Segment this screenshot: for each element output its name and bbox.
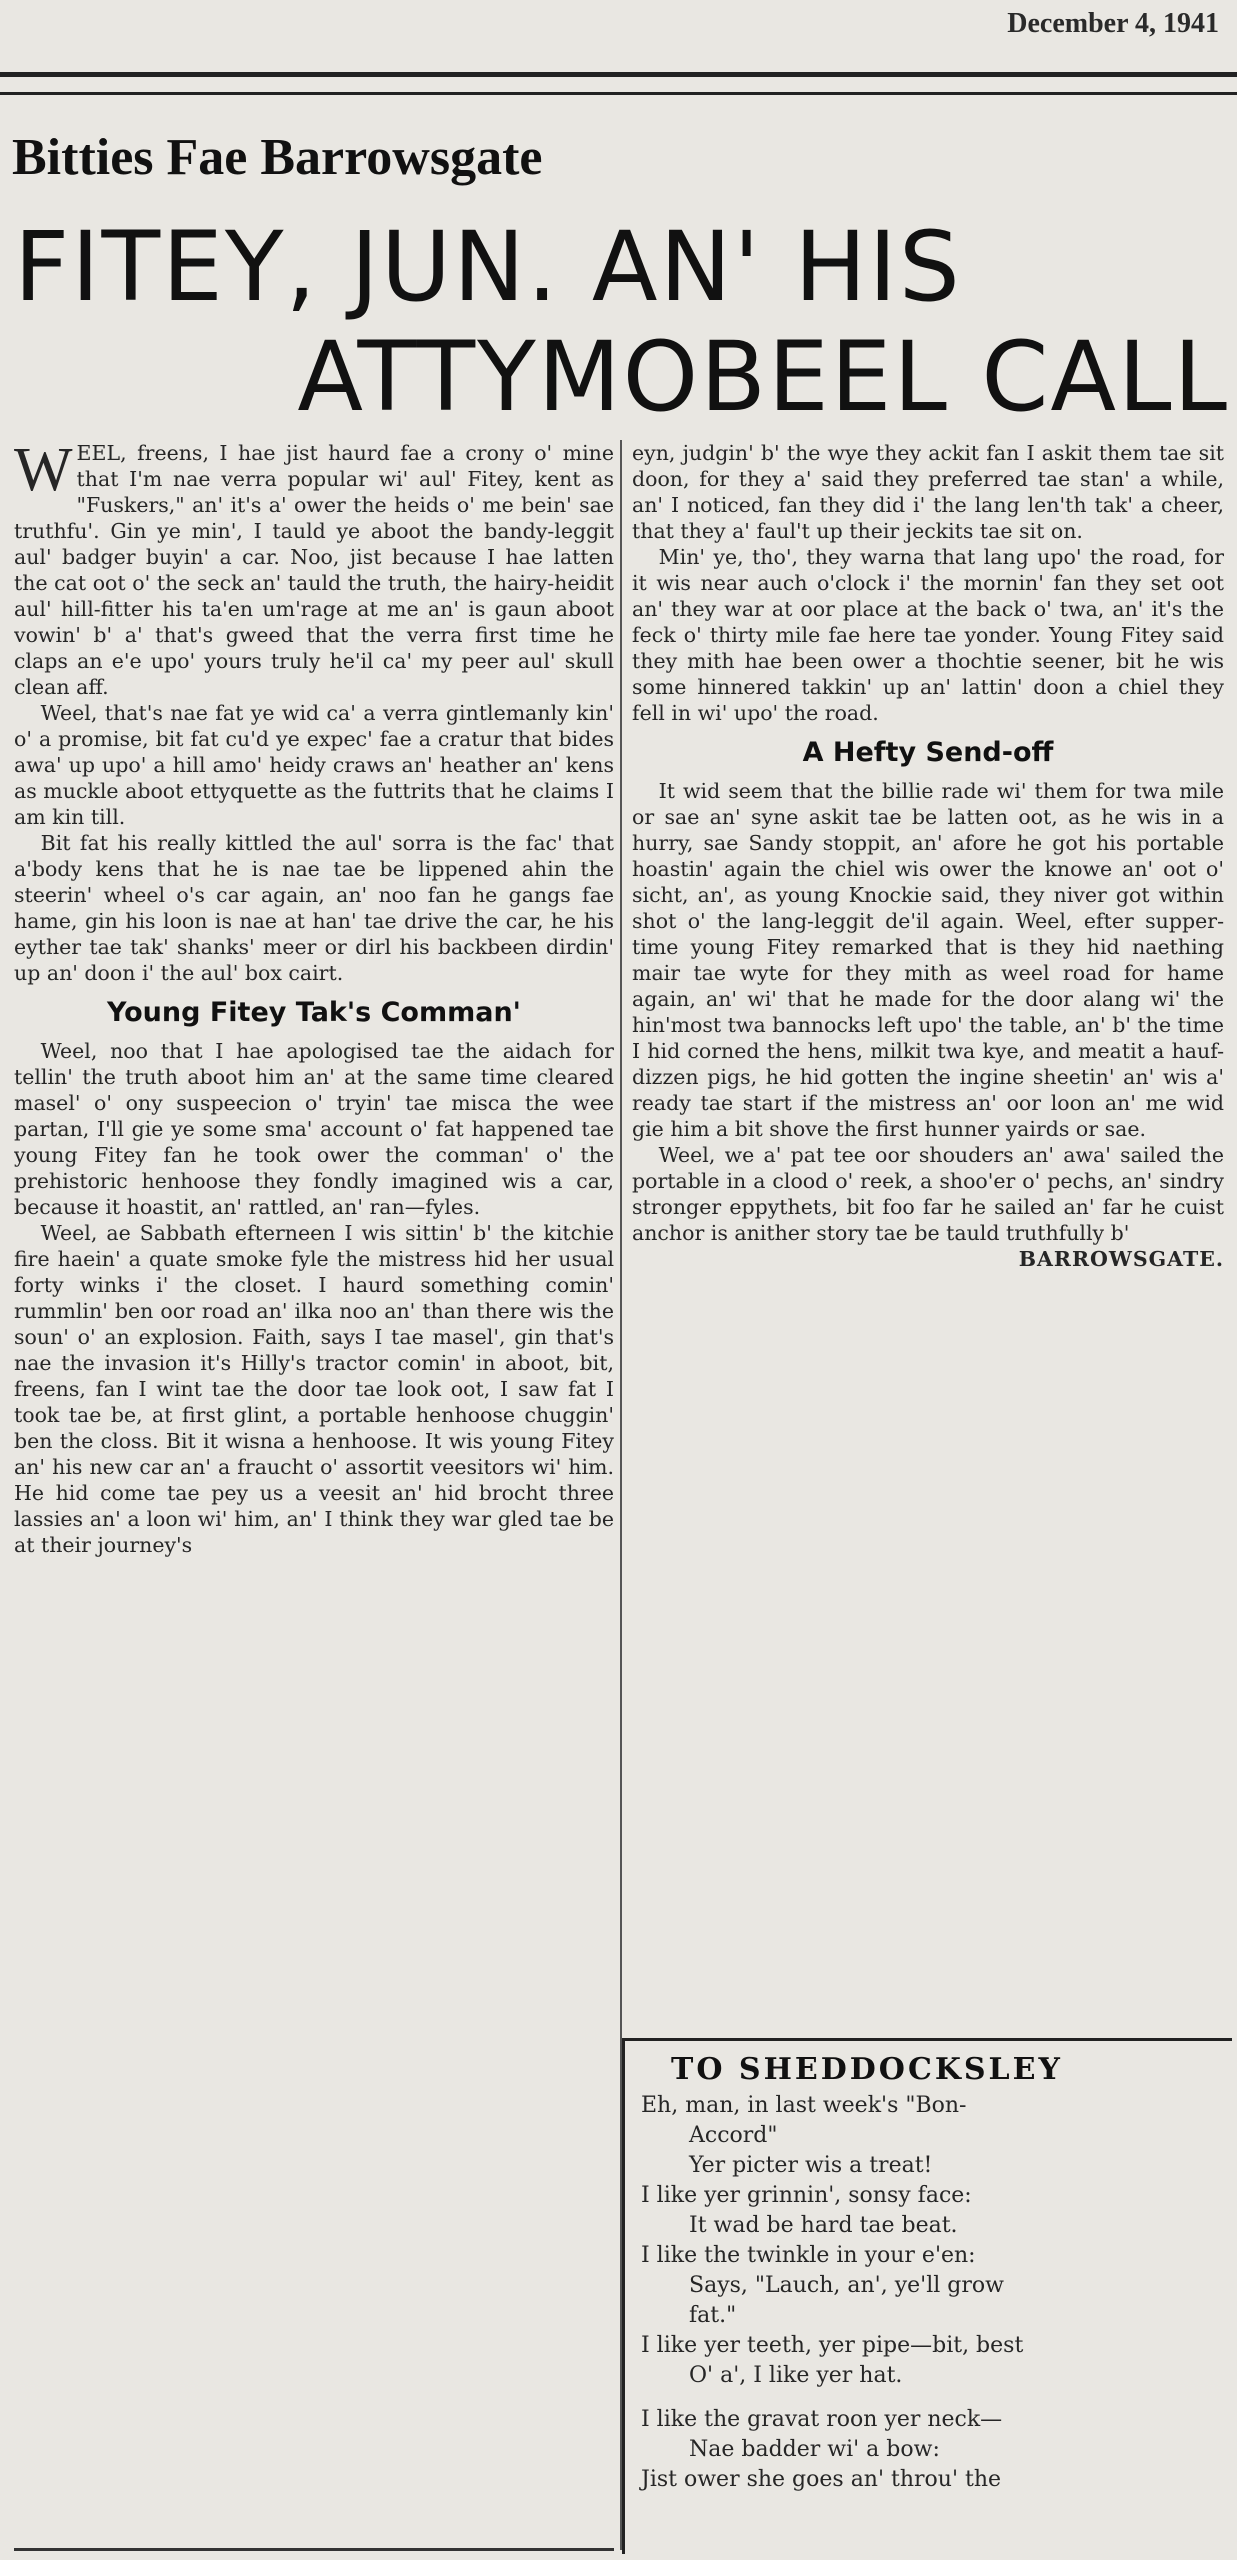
- poem-line: Eh, man, in last week's "Bon-: [641, 2093, 967, 2118]
- article-column-right: [632, 440, 1224, 2030]
- poem-line: Jist ower she goes an' throu' the: [641, 2467, 1002, 2492]
- poem-line: Nae badder wi' a bow:: [689, 2437, 940, 2462]
- poem-line: fat.": [689, 2303, 737, 2328]
- article-paragraph: Weel, noo that I hae apologised tae the aidach for tellin' the truth aboot him an' at the same time cleared masel' o' ony suspeecion o' tryin' tae misca the wee partan, I'll gie ye some sma' account o' fat happened tae young Fitey fan he took ower the comman' o' the prehistoric henhoose they fondly imagined wis a car, because it hoastit, an' rattled, an' ran—fyles.: [14, 1039, 614, 1219]
- article-paragraph: Bit fat his really kittled the aul' sorra is the fac' that a'body kens that he is nae tae be lippened ahin the steerin' wheel o's car again, an' noo fan he gangs fae hame, gin his loon is nae at han' tae drive the car, he his eyther tae tak' shanks' meer or dirl his backbeen dirdin' up an' doon i' the aul' box cairt.: [14, 831, 614, 985]
- article-column-left: [14, 440, 614, 2550]
- left-paragraphs: [14, 440, 614, 986]
- poem-line: Accord": [689, 2123, 778, 2148]
- poem-line: Says, "Lauch, an', ye'll grow: [689, 2273, 1004, 2298]
- article-paragraph: Weel, that's nae fat ye wid ca' a verra gintlemanly kin' o' a promise, bit fat cu'd ye expec' fae a cratur that bides awa' up upo' a hill amo' heidy craws an' heather an' kens as muckle aboot ettyquette as the futtrits that he claims I am kin till.: [14, 701, 614, 829]
- poem-line: I like yer teeth, yer pipe—bit, best: [641, 2333, 1024, 2358]
- poem-line: It wad be hard tae beat.: [689, 2213, 958, 2238]
- headline-line-1: FITEY, JUN. AN' HIS: [14, 211, 962, 323]
- author-signoff: BARROWSGATE.: [1018, 1247, 1224, 1271]
- article-paragraph: EEL, freens, I hae jist haurd fae a crony o' mine that I'm nae verra popular wi' aul' Fitey, kent as "Fuskers," an' it's a' ower the heids o' me bein' sae truthfu'. Gin ye min', I tauld ye aboot the bandy-leggit aul' badger buyin' a car. Noo, jist because I hae latten the cat oot o' the seck an' tauld the truth, the hairy-heidit aul' hill-fitter his ta'en um'rage at me an' is gaun aboot vowin' b' a' that's gweed that the verra first time he claps an e'e upo' yours truly he'il ca' my peer aul' skull clean aff.: [14, 441, 614, 699]
- article-paragraph: Weel, ae Sabbath efterneen I wis sittin' b' the kitchie fire haein' a quate smoke fyle the mistress hid her usual forty winks i' the closet. I haurd something comin' rummlin' ben oor road an' ilka noo an' than there wis the soun' o' an explosion. Faith, says I tae masel', gin that's nae the invasion it's Hilly's tractor comin' in aboot, bit, freens, fan I wint tae the door tae look oot, I saw fat I took tae be, at first glint, a portable henhoose chuggin' ben the closs. Bit it wisna a henhoose. It wis young Fitey an' his new car an' a fraucht o' assortit veesitors wi' him. He hid come tae pey us a veesit an' hid brocht three lassies an' a loon wi' him, an' I think they war gled tae be at their journey's: [14, 1221, 614, 1557]
- drop-cap: W: [14, 440, 73, 504]
- subhead-hefty-send-off: A Hefty Send-off: [802, 737, 1054, 768]
- article-paragraph: It wid seem that the billie rade wi' them for twa mile or sae an' syne askit tae be latten oot, as he wis in a hurry, sae Sandy stoppit, an' afore he got his portable hoastin' again the chiel wis ower the knowe an' oot o' sicht, an', as young Knockie said, they niver got within shot o' the lang-leggit de'il again. Weel, efter supper-time young Fitey remarked that is they hid naething mair tae wyte for they mith as weel road for hame again, an' wi' that he made for the door alang wi' the hin'most twa bannocks left upo' the table, an' b' the time I hid corned the hens, milkit twa kye, and meatit a hauf-dizzen pigs, he hid gotten the ingine sheetin' an' wis a' ready tae start if the mistress an' oor loon an' me wid gie him a bit shove the first hunner yairds or sae.: [632, 779, 1224, 1141]
- right-paragraphs-2: [632, 778, 1224, 1246]
- article-paragraph: Min' ye, tho', they warna that lang upo' the road, for it wis near auch o'clock i' the mornin' fan they set oot an' they war at oor place at the back o' twa, an' it's the feck o' thirty mile fae here tae yonder. Young Fitey said they mith hae been ower a thochtie seener, bit he wis some hinnered takkin' up an' lattin' doon a chiel they fell in wi' upo' the road.: [632, 545, 1224, 725]
- poem-line: I like the gravat roon yer neck—: [641, 2407, 1003, 2432]
- article-paragraph: eyn, judgin' b' the wye they ackit fan I askit them tae sit doon, for they a' said they preferred tae stan' a while, an' I noticed, fan they did i' the lang len'th tak' a cheer, that they a' faul't up their jeckits tae sit on.: [632, 441, 1224, 543]
- poem-line: I like yer grinnin', sonsy face:: [641, 2183, 972, 2208]
- article-headline: [14, 212, 1229, 432]
- issue-date: December 4, 1941: [1007, 8, 1219, 39]
- left-paragraphs-2: [14, 1038, 614, 1558]
- poem-line: [641, 2391, 1226, 2405]
- poem-box: [622, 2038, 1232, 2554]
- poem-title: TO SHEDDOCKSLEY: [671, 2052, 1063, 2087]
- subhead-young-fitey: Young Fitey Tak's Comman': [107, 997, 521, 1028]
- column-kicker: Bitties Fae Barrowsgate: [12, 129, 543, 186]
- headline-line-2: ATTYMOBEEL CALL: [297, 321, 1229, 433]
- article-paragraph: Weel, we a' pat tee oor shouders an' awa' sailed the portable in a clood o' reek, a shoo'er o' pechs, an' sindry stronger eppythets, bit foo far he sailed an' far he cuist anchor is anither story tae be tauld truthfully b': [632, 1143, 1224, 1245]
- footer-rule: [14, 2548, 614, 2551]
- poem-line: Yer picter wis a treat!: [689, 2153, 933, 2178]
- poem-line: I like the twinkle in your e'en:: [641, 2243, 976, 2268]
- right-paragraphs: [632, 440, 1224, 726]
- poem-lines: [641, 2091, 1226, 2495]
- header-rule-secondary: [0, 92, 1237, 95]
- header-rule: [0, 72, 1237, 77]
- poem-line: O' a', I like yer hat.: [689, 2363, 903, 2388]
